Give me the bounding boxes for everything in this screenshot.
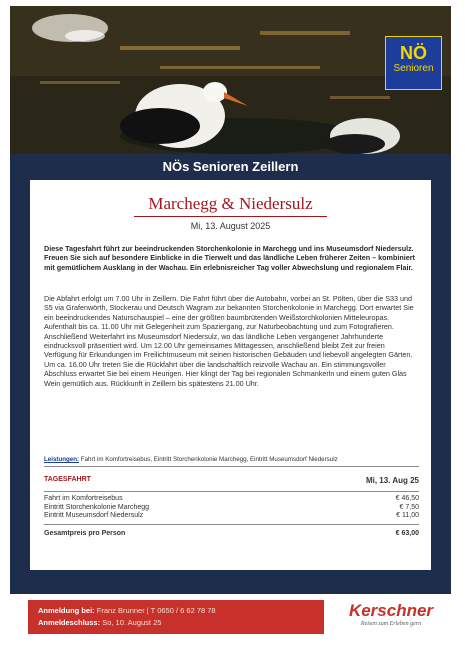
trip-date: Mi, 13. August 2025 [190, 221, 271, 231]
price-table [44, 476, 419, 539]
brand-name: Kerschner [348, 601, 434, 620]
price-header [44, 476, 419, 488]
registration-label: Anmeldung bei: [38, 606, 95, 615]
brand-slogan: Reisen zum Erleben gern [360, 621, 422, 627]
services-text: Fahrt im Komfortreisebus, Eintritt Storchenkolonie Marchegg, Eintritt Museumsdorf Niedersulz [80, 456, 338, 463]
price-divider-bottom [44, 524, 419, 525]
deadline-label: Anmeldeschluss: [38, 618, 101, 627]
services-line [44, 456, 419, 467]
logo-brand: NÖ [400, 43, 427, 63]
price-total-row [44, 528, 419, 539]
kerschner-logo [336, 601, 446, 627]
price-row-amount: € 7,50 [399, 503, 419, 511]
price-row-amount: € 46,50 [395, 495, 419, 502]
trip-title: Marchegg & Niedersulz [148, 194, 313, 213]
footer-strip [10, 594, 451, 651]
trip-card [30, 180, 431, 570]
deadline-value: So, 10. August 25 [102, 618, 162, 627]
price-row-label: Fahrt im Komfortreisebus [44, 495, 123, 502]
price-row-amount: € 11,00 [396, 512, 419, 519]
price-row [44, 504, 419, 513]
registration-bar [28, 600, 324, 634]
deadline-line [38, 617, 314, 629]
price-heading: TAGESFAHRT [44, 476, 91, 483]
nos-senioren-logo [385, 36, 442, 90]
price-row [44, 495, 419, 504]
price-row [44, 512, 419, 521]
price-row-label: Eintritt Storchenkolonie Marchegg [44, 503, 150, 511]
header-photo [10, 6, 451, 154]
price-row-label: Eintritt Museumsdorf Niedersulz [44, 512, 144, 519]
logo-subtitle: Senioren [393, 63, 434, 74]
registration-value: Franz Brunner | T 0650 / 6 62 78 78 [96, 606, 216, 615]
trip-description: Die Abfahrt erfolgt um 7.00 Uhr in Zeillern. Die Fahrt führt über die Autobahn, vorbei an St. Pölten, über die S33 und S5 via Grafenwörth, Stockerau und Deutsch Wagram zur bekannten Storchenkolonie in Marchegg. Dort erwartet Sie ein beeindruckendes Naturschauspiel – eine der größten baumbrütenden Weißstorchkolonien Mitteleuropas. Aufenthalt bis ca. 11.00 Uhr mit Gelegenheit zum Spaziergang, zur Naturbeobachtung und zum Fotografieren. Anschließend Weiterfahrt ins Museumsdorf Niedersulz, wo das ländliche Leben vergangener Jahrhunderte eindrucksvoll präsentiert wird. Um 12.00 Uhr gemeinsames Mittagessen, anschließend bleibt Zeit zur freien Verfügung für Erkundungen im Freilichtmuseum mit seinen historischen Gebäuden und liebevoll angelegten Gärten. Um ca. 16.00 Uhr treten Sie die Rückfahrt über die landschaftlich reizvolle Wachau an. Ein stimmungsvoller Abschluss erwartet Sie bei einem Heurigen. Hier klingt der Tag bei regionalen Schmankerln und einem guten Glas Wein gemütlich aus. Rückkunft in Zeillern bis spätestens 21.00 Uhr. [44, 294, 414, 388]
flyer-page [10, 6, 451, 651]
total-label: Gesamtpreis pro Person [44, 529, 126, 537]
price-divider-top [44, 491, 419, 492]
registration-line [38, 605, 314, 617]
price-date: Mi, 13. Aug 25 [365, 476, 419, 485]
services-label: Leistungen: [44, 456, 80, 463]
total-amount: € 63,00 [395, 529, 419, 537]
trip-intro: Diese Tagesfahrt führt zur beeindruckenden Storchenkolonie in Marchegg und ins Museumsdorf Niedersulz. Freuen Sie sich auf besondere Einblicke in die Tierwelt und das ländliche Leben früherer Zeiten – kombiniert mit gemütlichem Ausklang in der Wachau. Ein erlebnisreicher Tag voller Abwechslung und regionalem Flair. [44, 244, 415, 272]
organizer-banner: NÖs Senioren Zeillern [30, 154, 431, 180]
title-underline [134, 216, 327, 217]
